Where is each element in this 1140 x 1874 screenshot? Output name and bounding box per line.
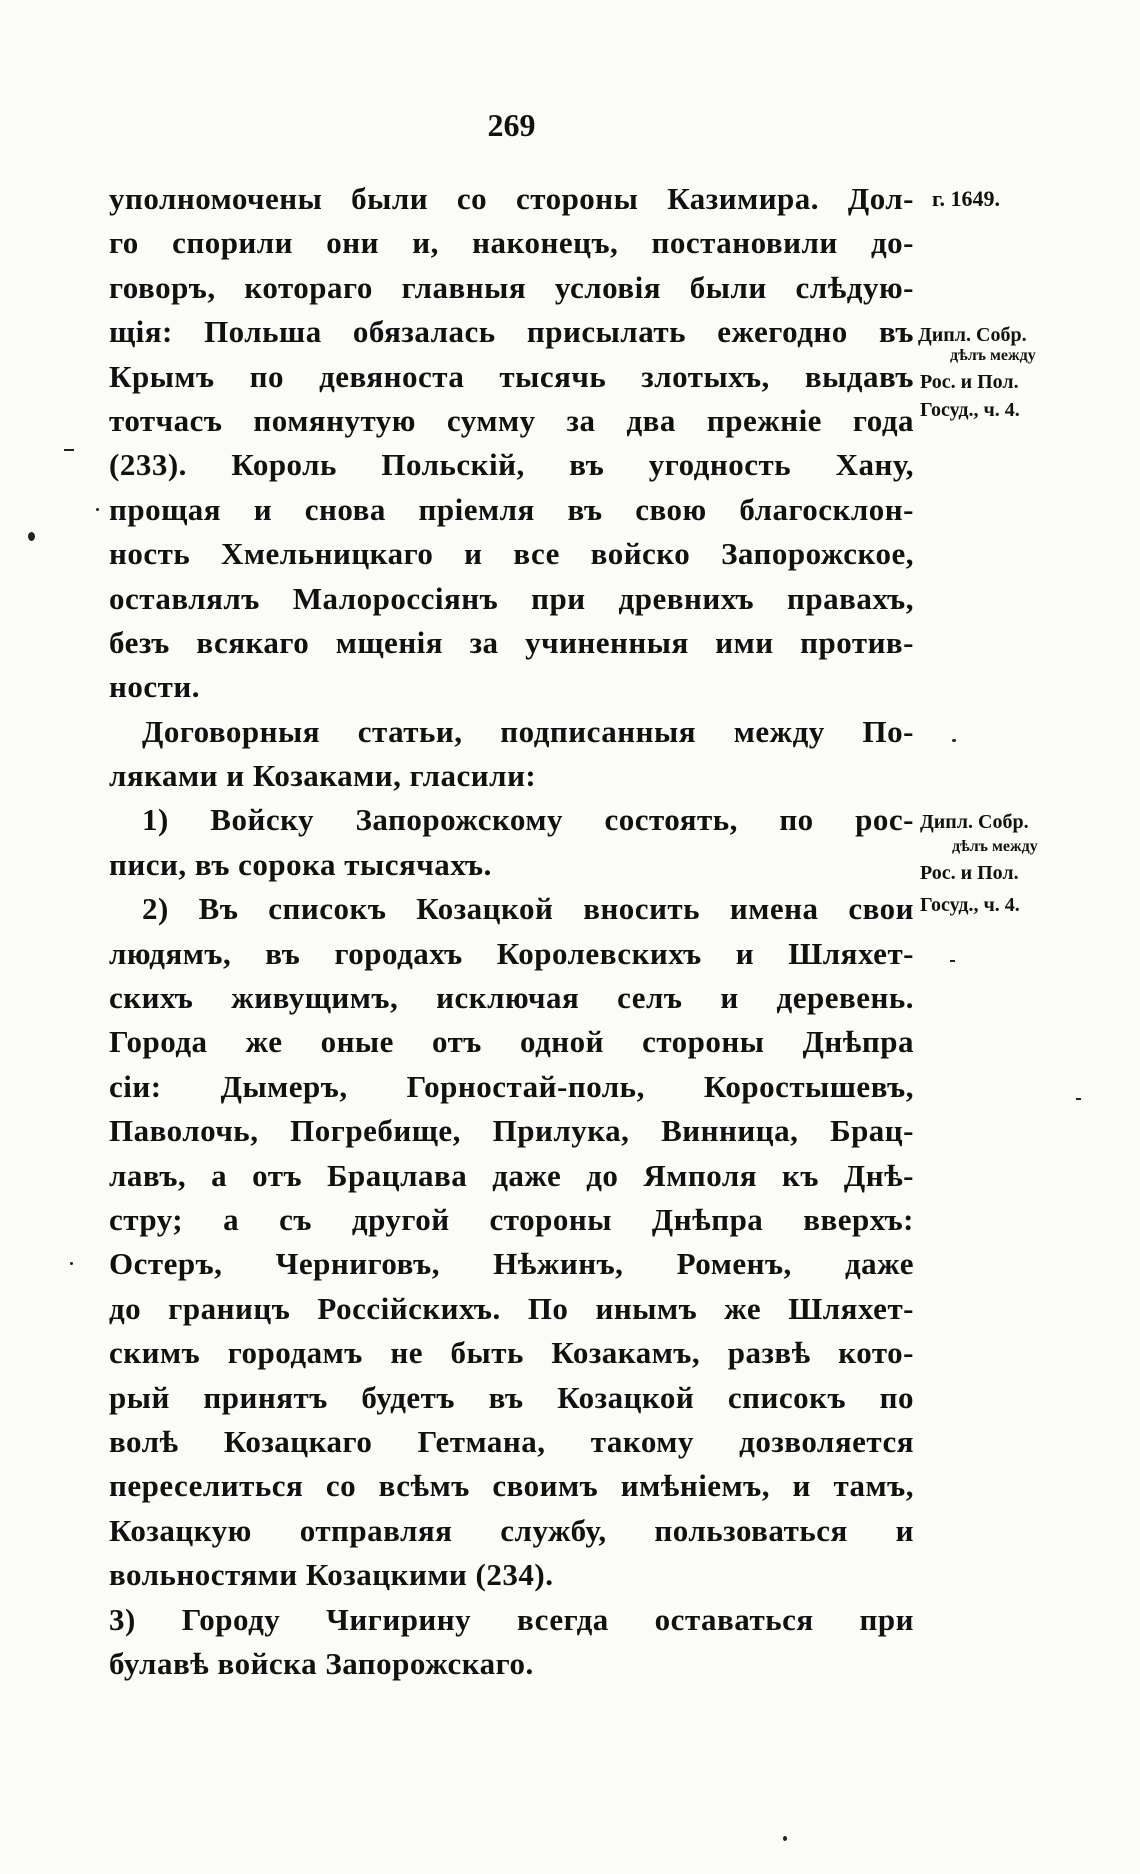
list-item-3-line: 3) Городу Чигирину всегда оставаться при	[109, 1601, 914, 1637]
text-line: до границъ Россійскихъ. По инымъ же Шляхет-	[109, 1290, 914, 1326]
margin-note-reference: Госуд., ч. 4.	[920, 894, 1020, 916]
text-line: Козацкую отправляя службу, пользоваться и	[109, 1512, 914, 1548]
text-line: уполномочены были со стороны Казимира. Дол-	[109, 181, 914, 216]
text-line: го спорили они и, наконецъ, постановили до-	[109, 225, 914, 261]
text-line: Крымъ по девяноста тысячь злотыхъ, выдавъ	[109, 358, 914, 394]
text-line: скихъ живущимъ, исключая селъ и деревень.	[109, 980, 914, 1016]
text-line: Города же оные отъ одной стороны Днѣпра	[109, 1024, 914, 1060]
text-line: писи, въ сорока тысячахъ.	[109, 846, 492, 882]
text-line: оставлялъ Малороссіянъ при древнихъ правахъ,	[109, 580, 914, 616]
margin-note-reference: Рос. и Пол.	[920, 371, 1019, 393]
text-line: Паволочь, Погребище, Прилука, Винница, Брац-	[109, 1113, 914, 1149]
scan-speck	[1076, 1098, 1081, 1100]
text-line: людямъ, въ городахъ Королевскихъ и Шляхет-	[109, 935, 914, 971]
scan-speck	[952, 739, 956, 742]
text-line: ляками и Козаками, гласили:	[109, 758, 537, 794]
margin-note-year: г. 1649.	[932, 186, 1001, 211]
text-line: сіи: Дымеръ, Горностай-поль, Коростышевъ,	[109, 1068, 914, 1104]
text-line: тотчасъ помянутую сумму за два прежніе года	[109, 402, 914, 438]
page-number: 269	[487, 107, 536, 143]
text-line: безъ всякаго мщенія за учиненныя ими против-	[109, 624, 914, 660]
scan-speck	[950, 960, 955, 962]
margin-note-reference: дѣлъ между	[950, 347, 1036, 364]
text-line: скимъ городамъ не быть Козакамъ, развѣ кото-	[109, 1335, 914, 1371]
margin-note-reference: Госуд., ч. 4.	[920, 399, 1020, 421]
text-line: прощая и снова пріемля въ свою благосклон-	[109, 491, 914, 527]
list-item-1-line: 1) Войску Запорожскому состоять, по рос-	[142, 802, 914, 838]
margin-note-reference: дѣлъ между	[952, 838, 1038, 855]
text-line: (233). Король Польскій, въ угодность Хану,	[109, 447, 914, 483]
text-line: волѣ Козацкаго Гетмана, такому дозволяется	[109, 1423, 914, 1459]
text-line: лавъ, а отъ Брацлава даже до Ямполя къ Днѣ-	[109, 1157, 914, 1193]
body-text	[109, 177, 914, 1686]
scan-speck	[64, 449, 74, 451]
text-line: стру; а съ другой стороны Днѣпра вверхъ:	[109, 1201, 914, 1237]
text-line: ность Хмельницкаго и все войско Запорожское,	[109, 536, 914, 572]
text-line: ности.	[109, 669, 200, 705]
list-item-2-line: 2) Въ списокъ Козацкой вносить имена свои	[142, 891, 914, 927]
scan-speck	[70, 1262, 73, 1265]
text-line: переселиться со всѣмъ своимъ имѣніемъ, и тамъ,	[109, 1468, 914, 1504]
text-line: говоръ, котораго главныя условія были слѣдую-	[109, 269, 914, 305]
paragraph-start-line: Договорныя статьи, подписанныя между По-	[142, 713, 914, 749]
scan-speck	[783, 1836, 787, 1841]
margin-note-reference: Рос. и Пол.	[920, 862, 1019, 884]
scan-speck	[96, 508, 99, 511]
scan-speck	[28, 532, 35, 541]
text-line: щія: Польша обязалась присылать ежегодно въ	[109, 314, 914, 350]
text-line: вольностями Козацкими (234).	[109, 1557, 554, 1593]
margin-note-reference: Дипл. Собр.	[920, 811, 1029, 833]
text-line: булавѣ войска Запорожскаго.	[109, 1645, 534, 1681]
margin-note-reference: Дипл. Собр.	[918, 324, 1027, 346]
text-line: рый принятъ будетъ въ Козацкой списокъ по	[109, 1379, 914, 1415]
text-line: Остеръ, Черниговъ, Нѣжинъ, Роменъ, даже	[109, 1246, 914, 1282]
